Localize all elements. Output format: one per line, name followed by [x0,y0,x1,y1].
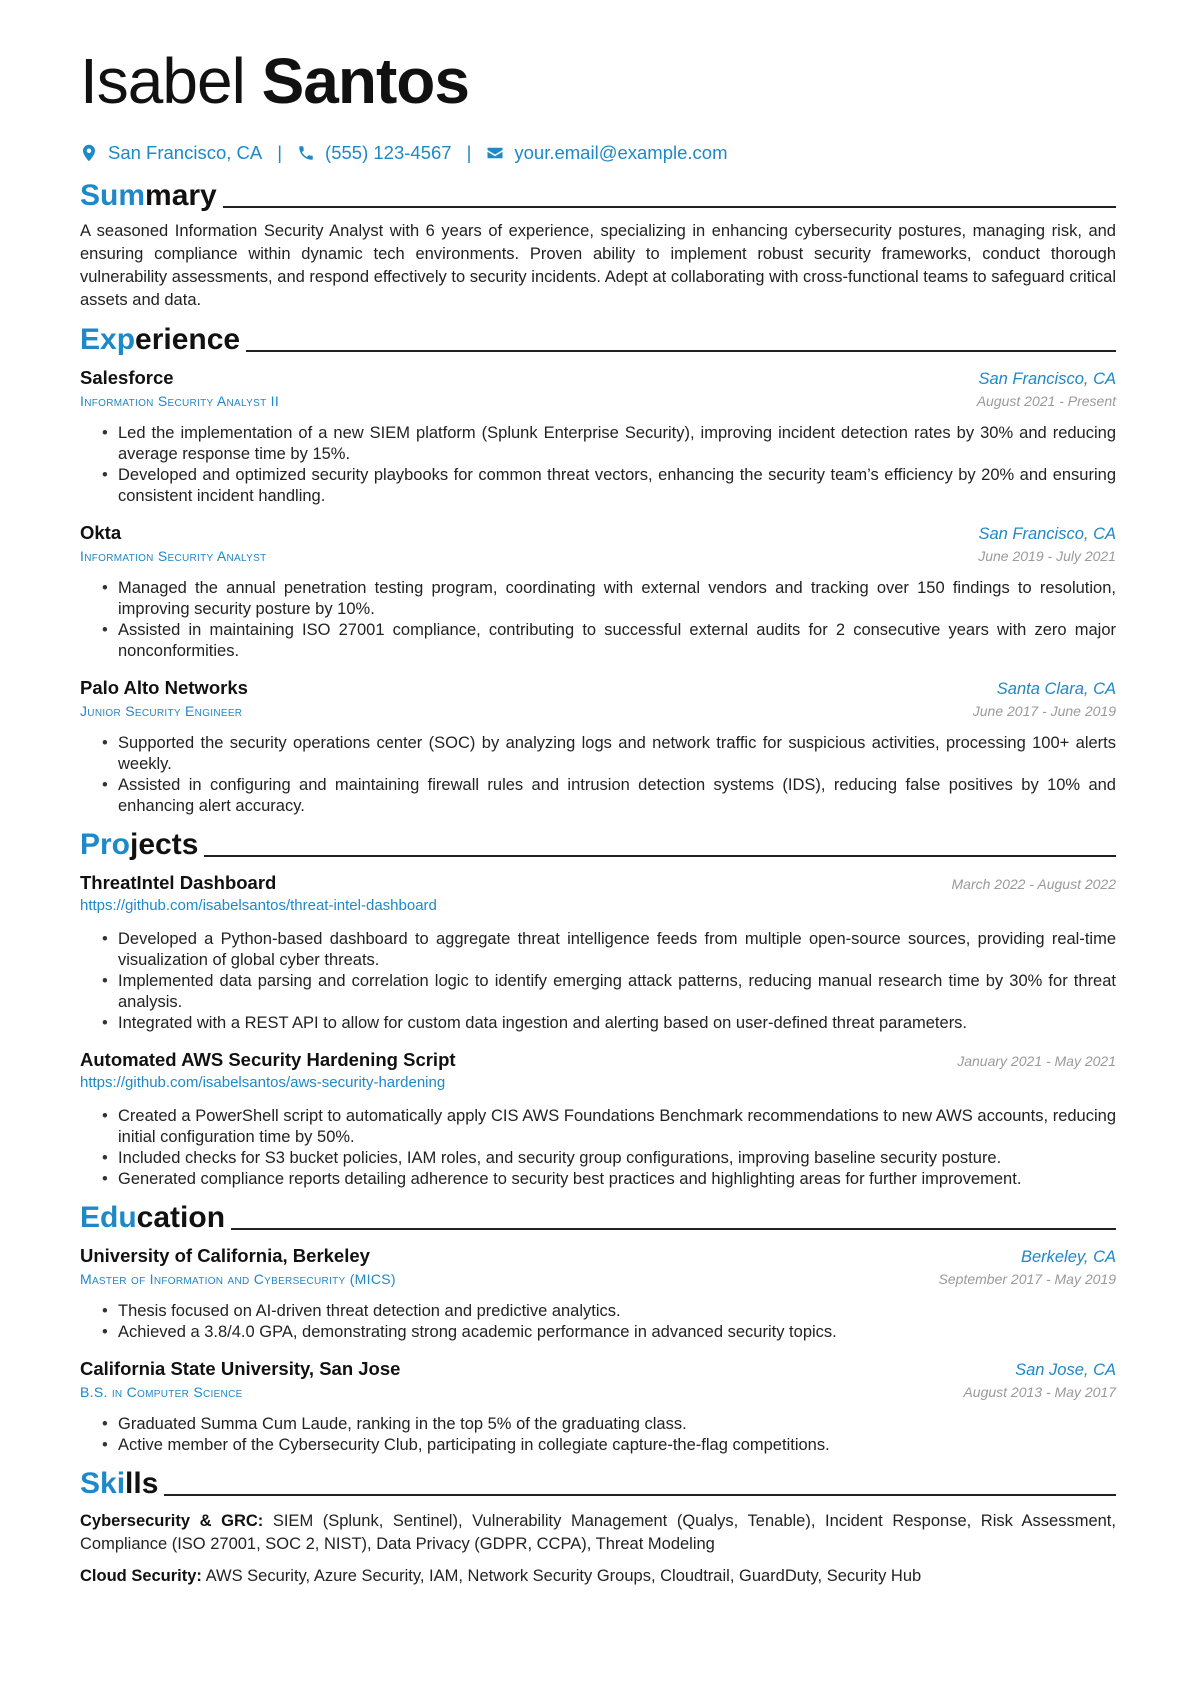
school-location: San Jose, CA [1015,1361,1116,1379]
degree: B.S. in Computer Science [80,1384,243,1400]
company-name: Palo Alto Networks [80,677,248,698]
skills-section-heading: Skills [80,1462,1116,1502]
skill-value: SIEM (Splunk, Sentinel), Vulnerability Management (Qualys, Tenable), Incident Response, Risk Assessment, Compliance (ISO 27001, SOC 2, NIST), Data Privacy (GDPR, CCPA), Threat Modeling [80,1512,1116,1553]
bullet-item: • Created a PowerShell script to automatically apply CIS AWS Foundations Benchmark recommendations to new AWS accounts, reducing initial configuration time by 50%. [118,1106,1116,1148]
bullet-item: • Included checks for S3 bucket policies, IAM roles, and security group configurations, improving baseline security posture. [118,1148,1116,1169]
bullet-item: • Developed and optimized security playbooks for common threat vectors, enhancing the security team’s efficiency by 20% and ensuring consistent incident handling. [118,465,1116,507]
experience-entry [80,676,1116,817]
candidate-name [80,38,1116,124]
project-link[interactable]: https://github.com/isabelsantos/aws-security-hardening [80,1074,446,1091]
project-dates: January 2021 - May 2021 [957,1053,1116,1069]
resume-content [80,38,1116,1597]
bullet-item: • Assisted in configuring and maintaining firewall rules and intrusion detection systems (IDS), reducing false positives by 10% and enhancing alert accuracy. [118,775,1116,817]
contact-phone[interactable] [297,142,452,164]
bullet-list [80,929,1116,1034]
job-title: Information Security Analyst [80,548,267,564]
education-dates: September 2017 - May 2019 [938,1271,1116,1287]
job-dates: June 2019 - July 2021 [978,548,1116,564]
skill-line [80,1565,1116,1588]
project-link[interactable]: https://github.com/isabelsantos/threat-intel-dashboard [80,897,437,914]
project-entry [80,871,1116,1034]
bullet-item: • Thesis focused on AI-driven threat detection and predictive analytics. [118,1301,1116,1322]
education-entry [80,1357,1116,1456]
project-dates: March 2022 - August 2022 [951,876,1116,892]
summary-text: A seasoned Information Security Analyst with 6 years of experience, specializing in enhancing cybersecurity postures, managing risk, and ensuring compliance within dynamic tech environments. Proven ability to implement robust security frameworks, conduct thorough vulnerability assessments, and respond effectively to security incidents. Adept at collaborating with cross-functional teams to safeguard critical assets and data. [80,222,1116,309]
bullet-item: • Generated compliance reports detailing adherence to security best practices and highlighting areas for further improvement. [118,1169,1116,1190]
company-name: Okta [80,522,122,543]
section-divider [231,1228,1116,1230]
project-name: Automated AWS Security Hardening Script [80,1049,456,1070]
job-title: Information Security Analyst II [80,393,280,409]
bullet-item: • Managed the annual penetration testing program, coordinating with external vendors and tracking over 150 findings to resolution, improving security posture by 10%. [118,578,1116,620]
projects-section-heading: Projects [80,823,1116,863]
education-entry [80,1244,1116,1343]
phone-icon [297,144,315,162]
bullet-item: • Active member of the Cybersecurity Club, participating in collegiate capture-the-flag competitions. [118,1435,1116,1456]
job-dates: August 2021 - Present [976,393,1116,409]
bullet-item: • Assisted in maintaining ISO 27001 compliance, contributing to successful external audits for 2 consecutive years with zero major nonconformities. [118,620,1116,662]
bullet-list [80,578,1116,662]
school-location: Berkeley, CA [1020,1248,1116,1266]
job-location: Santa Clara, CA [996,680,1116,698]
location-text: San Francisco, CA [108,142,263,163]
contact-email[interactable] [486,142,727,164]
section-divider [246,350,1116,352]
job-title: Junior Security Engineer [80,703,243,719]
project-name: ThreatIntel Dashboard [80,872,277,893]
contact-location [80,142,262,164]
bullet-list [80,1106,1116,1190]
section-divider [164,1494,1116,1496]
skill-line [80,1510,1116,1556]
project-entry [80,1048,1116,1190]
skill-label: Cybersecurity & GRC: [80,1512,264,1530]
bullet-list [80,1414,1116,1456]
job-location: San Francisco, CA [978,370,1116,388]
skill-value: AWS Security, Azure Security, IAM, Network Security Groups, Cloudtrail, GuardDuty, Security Hub [205,1567,922,1585]
bullet-list [80,1301,1116,1343]
education-dates: August 2013 - May 2017 [963,1384,1116,1400]
job-location: San Francisco, CA [978,525,1116,543]
contact-bar [80,138,1116,168]
skill-label: Cloud Security: [80,1567,202,1585]
education-section-heading: Education [80,1196,1116,1236]
contact-separator: | [466,142,472,163]
bullet-list [80,733,1116,817]
experience-entry [80,521,1116,662]
section-divider [223,206,1116,208]
bullet-item: • Supported the security operations center (SOC) by analyzing logs and network traffic for suspicious activities, processing 100+ alerts weekly. [118,733,1116,775]
bullet-item: • Implemented data parsing and correlation logic to identify emerging attack patterns, reducing manual research time by 30% for threat analysis. [118,971,1116,1013]
bullet-item: • Achieved a 3.8/4.0 GPA, demonstrating strong academic performance in advanced security topics. [118,1322,1116,1343]
section-divider [204,855,1116,857]
email-link[interactable]: your.email@example.com [514,142,728,163]
school-name: California State University, San Jose [80,1358,401,1379]
summary-section-heading: Summary [80,174,1116,214]
company-name: Salesforce [80,367,174,388]
degree: Master of Information and Cybersecurity (MICS) [80,1271,396,1287]
bullet-item: • Integrated with a REST API to allow for custom data ingestion and alerting based on user-defined threat parameters. [118,1013,1116,1034]
bullet-list [80,423,1116,507]
bullet-item: • Developed a Python-based dashboard to aggregate threat intelligence feeds from multiple open-source sources, providing real-time visualization of global cyber threats. [118,929,1116,971]
experience-section-heading: Experience [80,318,1116,358]
phone-text: (555) 123-4567 [325,142,452,163]
school-name: University of California, Berkeley [80,1245,370,1266]
map-pin-icon [80,144,98,162]
experience-entry [80,366,1116,507]
last-name: Santos [261,45,469,117]
job-dates: June 2017 - June 2019 [972,703,1116,719]
envelope-icon [486,144,504,162]
first-name: Isabel [80,45,245,117]
bullet-item: • Led the implementation of a new SIEM platform (Splunk Enterprise Security), improving incident detection rates by 30% and reducing average response time by 15%. [118,423,1116,465]
contact-separator: | [277,142,283,163]
bullet-item: • Graduated Summa Cum Laude, ranking in the top 5% of the graduating class. [118,1414,1116,1435]
